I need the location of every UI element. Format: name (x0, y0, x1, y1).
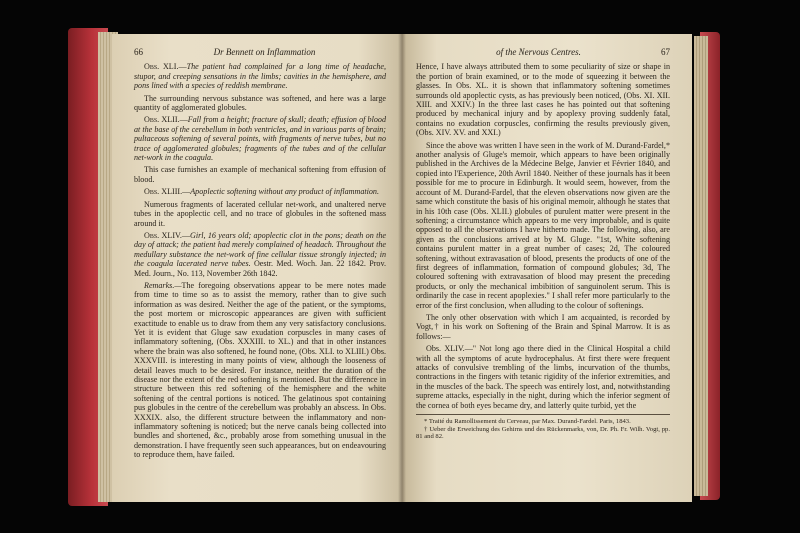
paragraph-italic-text: Apoplectic softening without any product of inflammation. (190, 187, 379, 197)
page-edges-right (694, 36, 708, 496)
right-running-header (416, 48, 670, 57)
left-paragraph-obs42 (134, 115, 386, 162)
paragraph-text: The foregoing observations appear to be mere notes made from time to time so as to assist the memory, rather than to give such information as was desired. Neither the age of the patient, or the symptoms, the post mortem or microscopic appearances are given with sufficient exactitude to enable us to draw from them any very satisfactory conclusions. Yet it is evident that Gluge saw exudation corpuscles in many cases of inflammatory softening, (Obs. XXXIII. to XL.) and that in other instances where the brain was also softened, he found none, (Obs. XLI. to XLIII.) Obs. XXXVIII. is interesting in many points of view, although the looseness of detail leaves much to be desired. For instance, neither the duration of the disease nor the extent of the red softening is mentioned. But the difference in structure between this red softening of the hemisphere and the white softening of the central portions is noticed. The gelatinous spot containing pus globules in the centre of the cerebellum was probably an abscess. In Obs. XXXIX. also, the different structure between the inflammatory and non-inflammatory softening is noticed; but the nerve canals being collected into bundles and shortened, &c., probably arose from something unusual in the demonstration. I have frequently seen such appearances, but on endeavouring to reproduce them, have failed. (134, 280, 386, 460)
paragraph-lead: Remarks.— (144, 280, 182, 290)
right-page-number: 67 (661, 47, 670, 57)
footnote-1: * Traité du Ramollissement du Cerveau, par Max. Durand-Fardel. Paris, 1843. (424, 418, 631, 426)
left-paragraph-p1 (134, 94, 386, 113)
left-paragraph-obs41 (134, 62, 386, 90)
paragraph-text: Numerous fragments of lacerated cellular net-work, and unaltered nerve tubes in the apoplectic cell, and no trace of globules in the softened mass around it. (134, 199, 386, 228)
left-paragraph-obs44 (134, 231, 386, 278)
right-paragraph-r3: The only other observation with which I am acquainted, is recorded by Vogt,† in his work on Softening of the Brain and Spinal Marrow. It is as follows:— (416, 312, 670, 341)
paragraph-italic-text: Girl, 16 years old; apoplectic clot in the pons; death on the day of attack; the patient had merely complained of headach. Throughout the medullary substance the net-work of fine cellular tissue strongly injected; in the coagula lacerated nerve tubes. (134, 230, 386, 269)
right-page (402, 34, 692, 502)
paragraph-lead: Obs. XLII.— (144, 115, 188, 125)
right-page-body (416, 62, 670, 410)
footnotes (416, 418, 670, 441)
left-paragraph-remarks (134, 281, 386, 460)
left-paragraph-p3 (134, 200, 386, 228)
open-book (68, 22, 720, 506)
paragraph-lead: Obs. XLIV.— (144, 230, 190, 240)
right-paragraph-r1: Hence, I have always attributed them to some peculiarity of size or shape in the portion of brain examined, or to the mode of squeezing it between the glasses. In Obs. XL. it is shown that inflammatory softening sometimes surrounds old apoplectic cysts, as has previously been noticed, (Obs. XI. XII. XIII. and XXIV.) In the three last cases he has pointed out that softening produced by mechanical injury and by apoplexy proving suddenly fatal, contains no exudation corpuscles, confirming the results previously given, (Obs. XIV. XV. and XXI.) (416, 62, 670, 138)
right-running-head: of the Nervous Centres. (496, 47, 581, 57)
left-running-header (134, 48, 386, 57)
paragraph-text: This case furnishes an example of mechanical softening from effusion of blood. (134, 165, 386, 184)
right-paragraph-r2: Since the above was written I have seen in the work of M. Durand-Fardel,* another analysis of Gluge's memoir, which appears to have been originally published in the Archives de la Médecine Belge, Janvier et Février 1840, and copied into l'Experience, 20th Avril 1840. Neither of these journals has it been possible for me to procure in Edinburgh. It would seem, however, from the account of M. Durand-Fardel, that the eleven observations now given are the same which constitute the basis of his original memoir, although he states that in his 10th case (Obs. XLII.) globules of purulent matter were present in the softening; a circumstance which appears to me very improbable, and is quite opposed to all the observations I have hitherto made. The following, also, are given as the conclusions arrived at by M. Gluge. "1st, White softening contains purulent matter in a great number of cases; 2d, The coloured softening, without extravasation of blood, presents the products of one of the first degrees of inflammation, formation of compound globules; 3d, The coloured softening with extravasation of blood may present the preceding products, or only the mechanical imbibition of sanguinolent serum. This is ordinarily the case in recent apoplexies." I shall refer more particularly to the error of the first conclusion, when alluding to the colour of softenings. (416, 140, 670, 310)
paragraph-italic-text: Fall from a height; fracture of skull; death; effusion of blood at the base of the cerebellum in both ventricles, and in various parts of brain; pultaceous softening of several points, with fragments of nerve tubes, but no trace of agglomerated globules; fragments of the tubes and of the cellular net-work in the coagula. (134, 115, 386, 163)
footnote-2: † Ueber die Erweichung des Gehirns und des Rückenmarks, von, Dr. Ph. Fr. Wilh. Vogt, pp. 81 and 82. (416, 425, 670, 441)
footnote-rule (416, 414, 670, 415)
paragraph-text: The surrounding nervous substance was softened, and here was a large quantity of agglomerated globules. (134, 93, 386, 113)
left-page (112, 34, 402, 502)
paragraph-text: Oestr. Med. Woch. Jan. 22 1842. Prov. Med. Journ., No. 113, November 26th 1842. (134, 259, 386, 278)
paragraph-lead: Obs. XLIII.— (144, 187, 191, 197)
left-paragraph-obs43 (134, 187, 386, 196)
left-running-head: Dr Bennett on Inflammation (213, 47, 316, 57)
left-paragraph-p2 (134, 165, 386, 184)
left-page-body (134, 62, 386, 459)
left-page-number: 66 (134, 47, 143, 57)
book-gutter (398, 34, 406, 502)
right-paragraph-r4: Obs. XLIV.—" Not long ago there died in the Clinical Hospital a child with all the symptoms of acute hydrocephalus. At first there were frequent attacks of convulsive trembling of the limbs, incurvation of the thumbs, contractions in the fingers with tetanic rigidity of the inferior extremities, and in the muscles of the back. The speech was entirely lost, and, notwithstanding supreme attacks, especially in the night, during which the inferior segment of the cornea of both eyes became dry, and latterly quite turbid, yet the (416, 344, 670, 410)
paragraph-italic-text: The patient had complained for a long time of headache, stupor, and creeping sensations in the limbs; cavities in the hemisphere, and pons lined with a species of reddish membrane. (134, 62, 386, 91)
paragraph-lead: Obs. XLI.— (144, 62, 187, 72)
